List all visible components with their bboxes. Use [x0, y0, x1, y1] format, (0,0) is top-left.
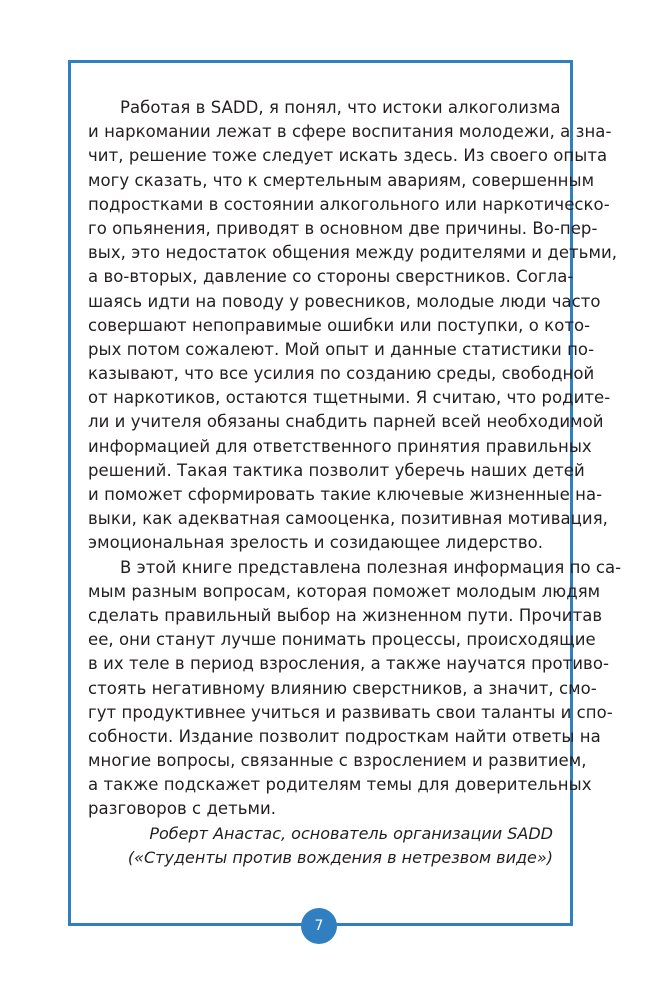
text-line: ли и учителя обязаны снабдить парней всей необходимой — [88, 412, 604, 432]
page-number-badge: 7 — [301, 908, 337, 944]
text-line: от наркотиков, остаются тщетными. Я считаю, что родите- — [88, 388, 611, 408]
text-line: вых, это недостаток общения между родителями и детьми, — [88, 243, 618, 263]
text-line: Работая в SADD, я понял, что истоки алкоголизма — [120, 98, 561, 117]
text-line: го опьянения, приводят в основном две причины. Во-пер- — [88, 218, 598, 238]
text-line: в их теле в период взросления, а также научатся противо- — [88, 654, 609, 674]
text-line: и поможет сформировать такие ключевые жизненные на- — [88, 485, 603, 504]
text-line: выки, как адекватная самооценка, позитивная мотивация, — [88, 509, 608, 529]
signature — [88, 822, 553, 870]
signature-author: Роберт Анастас, основатель организации SADD — [149, 823, 553, 843]
text-line: а также подскажет родителям темы для доверительных — [88, 775, 592, 795]
text-line: гут продуктивнее учиться и развивать свои таланты и спо- — [88, 702, 613, 722]
signature-organization: («Студенты против вождения в нетрезвом виде») — [127, 847, 553, 867]
text-line: В этой книге представлена полезная информация по са- — [120, 557, 622, 577]
text-line: казывают, что все усилия по созданию среды, свободной — [88, 364, 595, 384]
text-line: информацией для ответственного принятия правильных — [88, 436, 592, 456]
text-line: разговоров с детьми. — [88, 799, 277, 819]
text-line: подростками в состоянии алкогольного или наркотическо- — [88, 194, 610, 214]
text-line: чит, решение тоже следует искать здесь. Из своего опыта — [88, 146, 608, 166]
text-line: а во-вторых, давление со стороны сверстников. Согла- — [88, 267, 574, 287]
text-line: собности. Издание позволит подросткам найти ответы на — [88, 726, 601, 746]
paragraph-2 — [88, 556, 622, 822]
text-line: мым разным вопросам, которая поможет молодым людям — [88, 581, 601, 601]
text-line: многие вопросы, связанные с взрослением и развитием, — [88, 751, 587, 771]
text-line: и наркомании лежат в сфере воспитания молодежи, а зна- — [88, 122, 612, 142]
text-line: шаясь идти на поводу у ровесников, молодые люди часто — [88, 291, 601, 311]
text-line: ее, они станут лучше понимать процессы, происходящие — [88, 630, 596, 650]
text-line: совершают непоправимые ошибки или поступки, о кото- — [88, 315, 591, 335]
text-line: могу сказать, что к смертельным авариям, совершенным — [88, 170, 595, 190]
text-line: стоять негативному влиянию сверстников, а значит, смо- — [88, 678, 597, 698]
text-line: рых потом сожалеют. Мой опыт и данные статистики по- — [88, 339, 595, 359]
text-line: эмоциональная зрелость и созидающее лидерство. — [88, 533, 544, 553]
text-line: сделать правильный выбор на жизненном пути. Прочитав — [88, 605, 603, 625]
paragraph-1 — [88, 96, 618, 556]
text-line: решений. Такая тактика позволит уберечь наших детей — [88, 460, 585, 480]
body-text — [88, 96, 622, 870]
